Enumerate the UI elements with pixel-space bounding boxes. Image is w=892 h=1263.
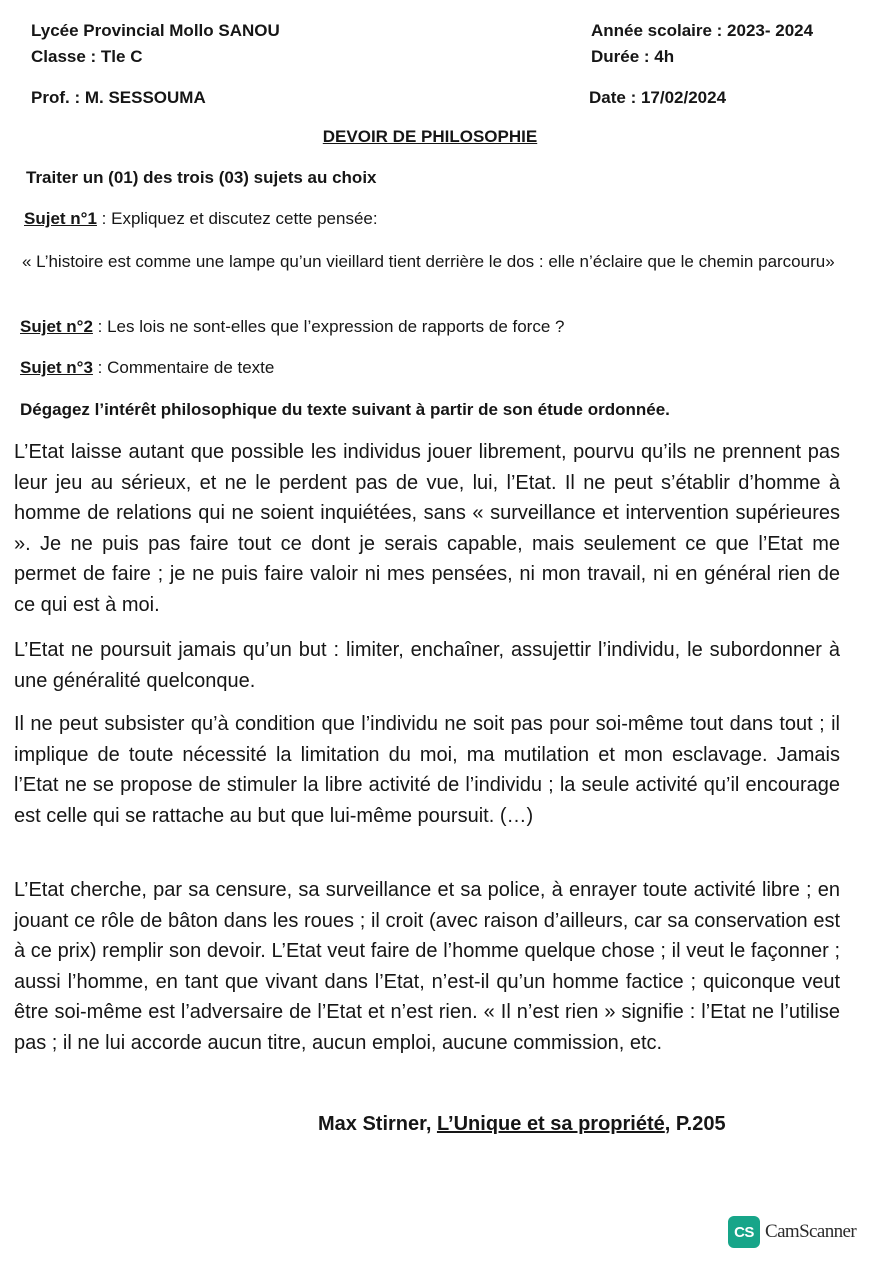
sujet-1 xyxy=(24,207,378,231)
page-title-text: DEVOIR DE PHILOSOPHIE xyxy=(322,127,538,146)
sujet-3-text: : Commentaire de texte xyxy=(92,358,275,377)
page-title xyxy=(0,127,860,147)
camscanner-watermark xyxy=(728,1216,856,1248)
camscanner-logo-icon: CS xyxy=(728,1216,760,1248)
signature-page: , P.205 xyxy=(664,1113,726,1135)
sujet-1-text: : Expliquez et discutez cette pensée: xyxy=(96,209,378,228)
text-paragraph-2: L’Etat ne poursuit jamais qu’un but : limiter, enchaîner, assujettir l’individu, le subordonner à une généralité quelconque. xyxy=(14,639,840,692)
sujet-2 xyxy=(20,315,564,339)
sujet-2-text: : Les lois ne sont-elles que l’expression de rapports de force ? xyxy=(92,317,565,336)
camscanner-text: CamScanner xyxy=(765,1221,857,1242)
class-label: Classe : Tle C xyxy=(31,47,143,66)
signature xyxy=(318,1113,726,1136)
sujet-1-label: Sujet n°1 xyxy=(24,209,97,228)
prof-label: Prof. : M. SESSOUMA xyxy=(31,88,206,107)
instruction: Traiter un (01) des trois (03) sujets au choix xyxy=(26,168,377,187)
signature-book: L’Unique et sa propriété xyxy=(436,1113,665,1135)
exam-duration: Durée : 4h xyxy=(591,47,675,66)
school-name: Lycée Provincial Mollo SANOU xyxy=(31,21,280,40)
text-paragraph-1: L’Etat laisse autant que possible les individus jouer librement, pourvu qu’ils ne prennent pas leur jeu au sérieux, et ne le perdent pas de vue, lui, l’Etat. Il ne peut s’établir d’homme à homme de relations qui ne soient inquiétées, sans « surveillance et intervention supérieures ». Je ne puis pas faire tout ce dont je serais capable, mais seulement ce que l’Etat me permet de faire ; je ne puis faire valoir ni mes pensées, ni mon travail, ni en général rien de ce qui est à moi. xyxy=(14,441,840,616)
text-paragraph-3: Il ne peut subsister qu’à condition que l’individu ne soit pas pour soi-même tout dans tout ; il implique de toute nécessité la limitation du moi, ma mutilation et mon esclavage. Jamais l’Etat ne se propose de stimuler la libre activité de l’individu ; la seule activité qu’il encourage est celle qui se rattache au but que lui-même poursuit. (…) xyxy=(14,713,840,827)
school-year: Année scolaire : 2023- 2024 xyxy=(591,21,814,40)
exam-date: Date : 17/02/2024 xyxy=(589,88,727,107)
text-instruction: Dégagez l’intérêt philosophique du texte suivant à partir de son étude ordonnée. xyxy=(20,400,670,419)
sujet-3 xyxy=(20,356,274,380)
sujet-3-label: Sujet n°3 xyxy=(20,358,93,377)
sujet-2-label: Sujet n°2 xyxy=(20,317,93,336)
text-paragraph-4: L’Etat cherche, par sa censure, sa surveillance et sa police, à enrayer toute activité libre ; en jouant ce rôle de bâton dans les roues ; il croit (avec raison d’ailleurs, car sa conservation est à ce prix) remplir son devoir. L’Etat veut faire de l’homme quelque chose ; il veut le façonner ; aussi l’homme, en tant que vivant dans l’Etat, n’est-il qu’un homme factice ; quiconque veut être soi-même est l’adversaire de l’Etat et n’est rien. « Il n’est rien » signifie : l’Etat ne l’utilise pas ; il ne lui accorde aucun titre, aucun emploi, aucune commission, etc. xyxy=(14,879,840,1054)
signature-author: Max Stirner, xyxy=(318,1113,437,1135)
sujet-1-quote: « L’histoire est comme une lampe qu’un vieillard tient derrière le dos : elle n’éclaire que le chemin parcouru» xyxy=(22,252,835,271)
